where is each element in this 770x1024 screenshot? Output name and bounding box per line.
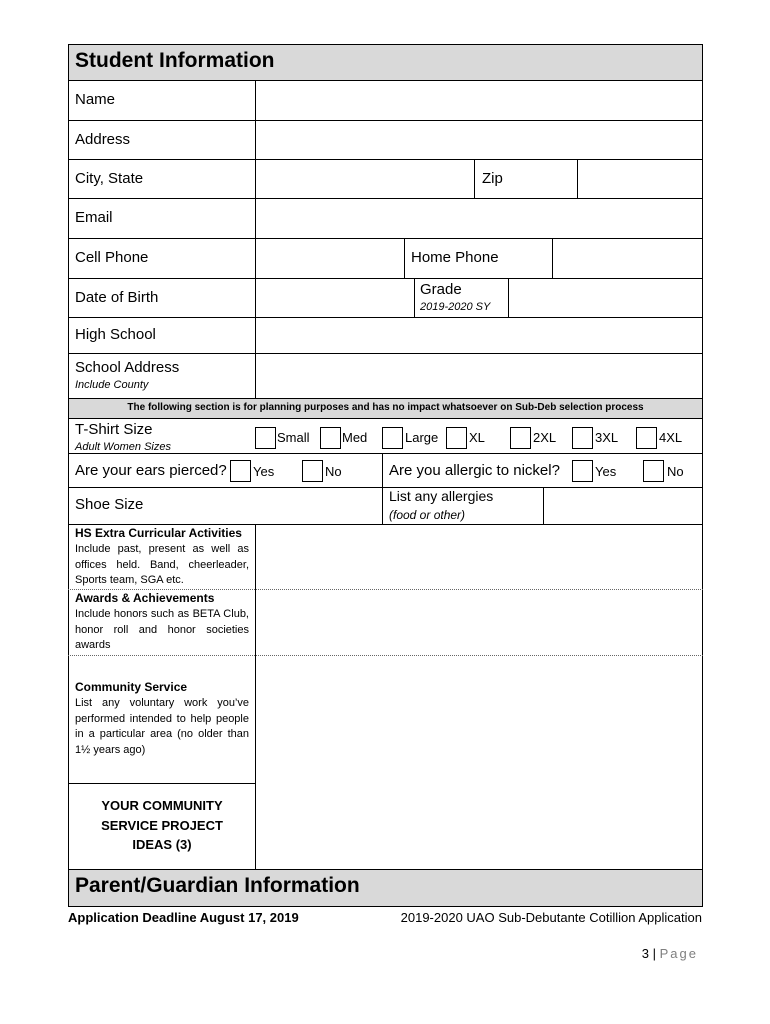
ears-no-checkbox[interactable] bbox=[302, 460, 323, 482]
parent-info-title: Parent/Guardian Information bbox=[75, 874, 360, 897]
community-service-title: Community Service bbox=[75, 680, 188, 694]
extracurricular-title: HS Extra Curricular Activities bbox=[75, 526, 242, 540]
nickel-yes-label: Yes bbox=[595, 464, 617, 479]
grade-input[interactable] bbox=[510, 280, 701, 316]
school-address-input[interactable] bbox=[257, 355, 701, 397]
allergies-divider bbox=[543, 487, 544, 524]
row-divider bbox=[68, 353, 703, 354]
tshirt-option-label: 3XL bbox=[595, 430, 619, 445]
grade-label: Grade bbox=[420, 281, 462, 298]
high-school-label: High School bbox=[75, 326, 156, 343]
page-number-value: 3 bbox=[641, 946, 649, 961]
cell-phone-label: Cell Phone bbox=[75, 249, 149, 266]
tshirt-option-label: Small bbox=[277, 430, 310, 445]
home-phone-input[interactable] bbox=[554, 240, 701, 277]
application-deadline: Application Deadline August 17, 2019 bbox=[68, 910, 299, 925]
tshirt-2xl-checkbox[interactable] bbox=[510, 427, 531, 449]
dob-label: Date of Birth bbox=[75, 289, 159, 306]
ears-no-label: No bbox=[325, 464, 342, 479]
nickel-yes-checkbox[interactable] bbox=[572, 460, 593, 482]
application-title: 2019-2020 UAO Sub-Debutante Cotillion Application bbox=[400, 910, 702, 925]
zip-input[interactable] bbox=[579, 161, 701, 197]
page-word: Page bbox=[659, 946, 698, 961]
row-divider bbox=[68, 398, 703, 399]
row-divider bbox=[68, 238, 703, 239]
school-address-sub-label: Include County bbox=[75, 379, 149, 391]
label-column-divider bbox=[255, 80, 256, 398]
tshirt-small-checkbox[interactable] bbox=[255, 427, 276, 449]
shoe-size-input[interactable] bbox=[257, 489, 381, 523]
project-ideas-input[interactable] bbox=[257, 785, 701, 868]
home-phone-divider bbox=[552, 238, 553, 278]
ears-pierced-label: Are your ears pierced? bbox=[75, 462, 227, 479]
page-separator: | bbox=[652, 946, 656, 961]
school-address-label: School Address bbox=[75, 359, 180, 376]
row-divider bbox=[68, 278, 703, 279]
tshirt-large-checkbox[interactable] bbox=[382, 427, 403, 449]
city-state-input[interactable] bbox=[257, 161, 473, 197]
zip-divider bbox=[577, 159, 578, 198]
email-input[interactable] bbox=[257, 200, 701, 237]
shoe-size-label: Shoe Size bbox=[75, 496, 144, 513]
email-label: Email bbox=[75, 209, 113, 226]
nickel-no-label: No bbox=[667, 464, 684, 479]
allergies-sub-label: (food or other) bbox=[389, 508, 466, 522]
address-label: Address bbox=[75, 131, 131, 148]
community-service-input[interactable] bbox=[257, 657, 701, 782]
row-divider bbox=[68, 589, 703, 590]
row-divider bbox=[68, 198, 703, 199]
row-divider bbox=[68, 783, 255, 784]
grade-sub-label: 2019-2020 SY bbox=[420, 301, 491, 313]
row-divider bbox=[68, 655, 703, 656]
project-ideas-label: YOUR COMMUNITY SERVICE PROJECT IDEAS (3) bbox=[101, 798, 223, 852]
row-divider bbox=[68, 869, 703, 870]
grade-divider bbox=[508, 278, 509, 317]
tshirt-option-label: 4XL bbox=[659, 430, 683, 445]
high-school-input[interactable] bbox=[257, 319, 701, 352]
awards-description: Include honors such as BETA Club, honor roll and honor societies awards bbox=[75, 608, 249, 651]
extracurricular-input[interactable] bbox=[257, 526, 701, 588]
student-info-title: Student Information bbox=[75, 49, 275, 72]
ears-yes-checkbox[interactable] bbox=[230, 460, 251, 482]
nickel-no-checkbox[interactable] bbox=[643, 460, 664, 482]
nickel-allergy-label: Are you allergic to nickel? bbox=[389, 462, 560, 479]
tshirt-label: T-Shirt Size bbox=[75, 421, 153, 438]
awards-input[interactable] bbox=[257, 591, 701, 654]
row-divider bbox=[68, 418, 703, 419]
tshirt-xl-checkbox[interactable] bbox=[446, 427, 467, 449]
allergies-input[interactable] bbox=[545, 489, 701, 523]
tshirt-option-label: XL bbox=[469, 430, 485, 445]
row-divider bbox=[68, 159, 703, 160]
address-input[interactable] bbox=[257, 122, 701, 158]
row-divider bbox=[68, 524, 703, 525]
community-service-description: List any voluntary work you’ve performed intended to help people in a particular area (no older than 1½ years ago) bbox=[75, 697, 249, 756]
tshirt-sub-label: Adult Women Sizes bbox=[75, 441, 171, 453]
tshirt-med-checkbox[interactable] bbox=[320, 427, 341, 449]
zip-divider bbox=[474, 159, 475, 198]
dob-input[interactable] bbox=[257, 280, 413, 316]
name-input[interactable] bbox=[257, 82, 701, 119]
ears-yes-label: Yes bbox=[253, 464, 275, 479]
student-information-form bbox=[68, 44, 703, 907]
city-state-label: City, State bbox=[75, 170, 144, 187]
tshirt-3xl-checkbox[interactable] bbox=[572, 427, 593, 449]
grade-divider bbox=[414, 278, 415, 317]
row-divider bbox=[68, 120, 703, 121]
tshirt-option-label: 2XL bbox=[533, 430, 557, 445]
tshirt-4xl-checkbox[interactable] bbox=[636, 427, 657, 449]
label-column-divider bbox=[255, 524, 256, 869]
row-divider bbox=[68, 80, 703, 81]
home-phone-divider bbox=[404, 238, 405, 278]
home-phone-label: Home Phone bbox=[411, 249, 499, 266]
awards-title: Awards & Achievements bbox=[75, 591, 215, 605]
cell-phone-input[interactable] bbox=[257, 240, 403, 277]
tshirt-option-label: Med bbox=[342, 430, 368, 445]
extracurricular-description: Include past, present as well as offices held. Band, cheerleader, Sports team, SGA etc. bbox=[75, 543, 249, 586]
name-label: Name bbox=[75, 91, 116, 108]
page-number bbox=[642, 946, 698, 961]
row-divider bbox=[68, 487, 703, 488]
allergies-label: List any allergies bbox=[389, 488, 494, 504]
row-divider bbox=[68, 317, 703, 318]
tshirt-option-label: Large bbox=[405, 430, 439, 445]
planning-note: The following section is for planning purposes and has no impact whatsoever on Sub-Deb selection process bbox=[127, 402, 644, 413]
ears-nickel-divider bbox=[382, 453, 383, 524]
zip-label: Zip bbox=[482, 170, 503, 187]
row-divider bbox=[68, 453, 703, 454]
